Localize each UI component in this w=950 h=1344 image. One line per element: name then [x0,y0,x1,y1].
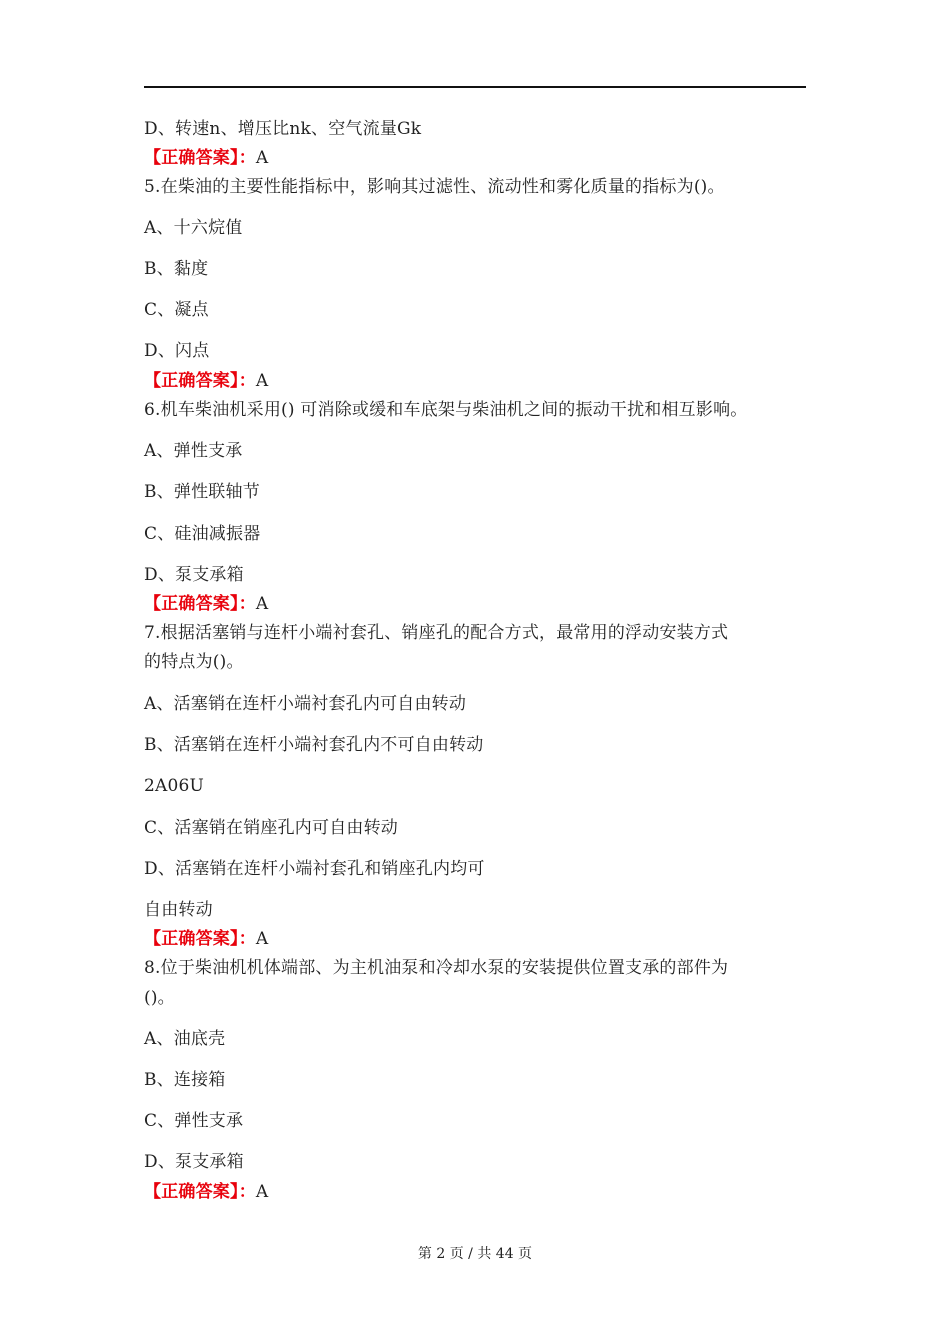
option-line: D、活塞销在连杆小端衬套孔和销座孔内均可 [144,859,485,879]
question-line: 5.在柴油的主要性能指标中，影响其过滤性、流动性和雾化质量的指标为()。 [144,177,725,197]
option-line: 自由转动 [144,900,213,920]
option-line: A、油底壳 [144,1029,226,1049]
question-line: 的特点为()。 [144,652,244,672]
answer-tag: 【正确答案】： [144,148,256,168]
answer-value: A [255,371,269,391]
answer-value: A [255,148,269,168]
answer-line [144,593,268,615]
answer-value: A [255,1182,269,1202]
answer-tag: 【正确答案】： [144,594,256,614]
question-line: 7.根据活塞销与连杆小端衬套孔、销座孔的配合方式，最常用的浮动安装方式 [144,623,729,643]
answer-tag: 【正确答案】： [144,929,256,949]
option-line: C、凝点 [144,300,209,320]
option-line: D、转速n、增压比nk、空气流量Gk [144,119,422,139]
question-line: 8.位于柴油机机体端部、为主机油泵和冷却水泵的安装提供位置支承的部件为 [144,958,729,978]
answer-line [144,147,268,169]
answer-tag: 【正确答案】： [144,371,256,391]
option-line: B、连接箱 [144,1070,226,1090]
option-line: D、闪点 [144,341,210,361]
option-line: A、弹性支承 [144,441,243,461]
option-line: A、活塞销在连杆小端衬套孔内可自由转动 [144,694,467,714]
question-line: 6.机车柴油机采用() 可消除或缓和车底架与柴油机之间的振动干扰和相互影响。 [144,400,748,420]
option-line: D、泵支承箱 [144,565,244,585]
answer-line [144,928,268,950]
option-line: C、活塞销在销座孔内可自由转动 [144,818,399,838]
option-line: B、弹性联轴节 [144,482,260,502]
answer-value: A [255,929,269,949]
option-line: B、活塞销在连杆小端衬套孔内不可自由转动 [144,735,484,755]
question-line: ()。 [144,988,175,1008]
answer-value: A [255,594,269,614]
answer-line [144,1181,268,1203]
option-line: C、弹性支承 [144,1111,244,1131]
answer-tag: 【正确答案】： [144,1182,256,1202]
stray-text: 2A06U [144,776,205,796]
option-line: A、十六烷值 [144,218,243,238]
option-line: C、硅油减振器 [144,524,261,544]
option-line: D、泵支承箱 [144,1152,244,1172]
answer-line [144,370,268,392]
header-rule [144,86,806,88]
option-line: B、黏度 [144,259,209,279]
page-number: 第 2 页 / 共 44 页 [417,1246,533,1262]
